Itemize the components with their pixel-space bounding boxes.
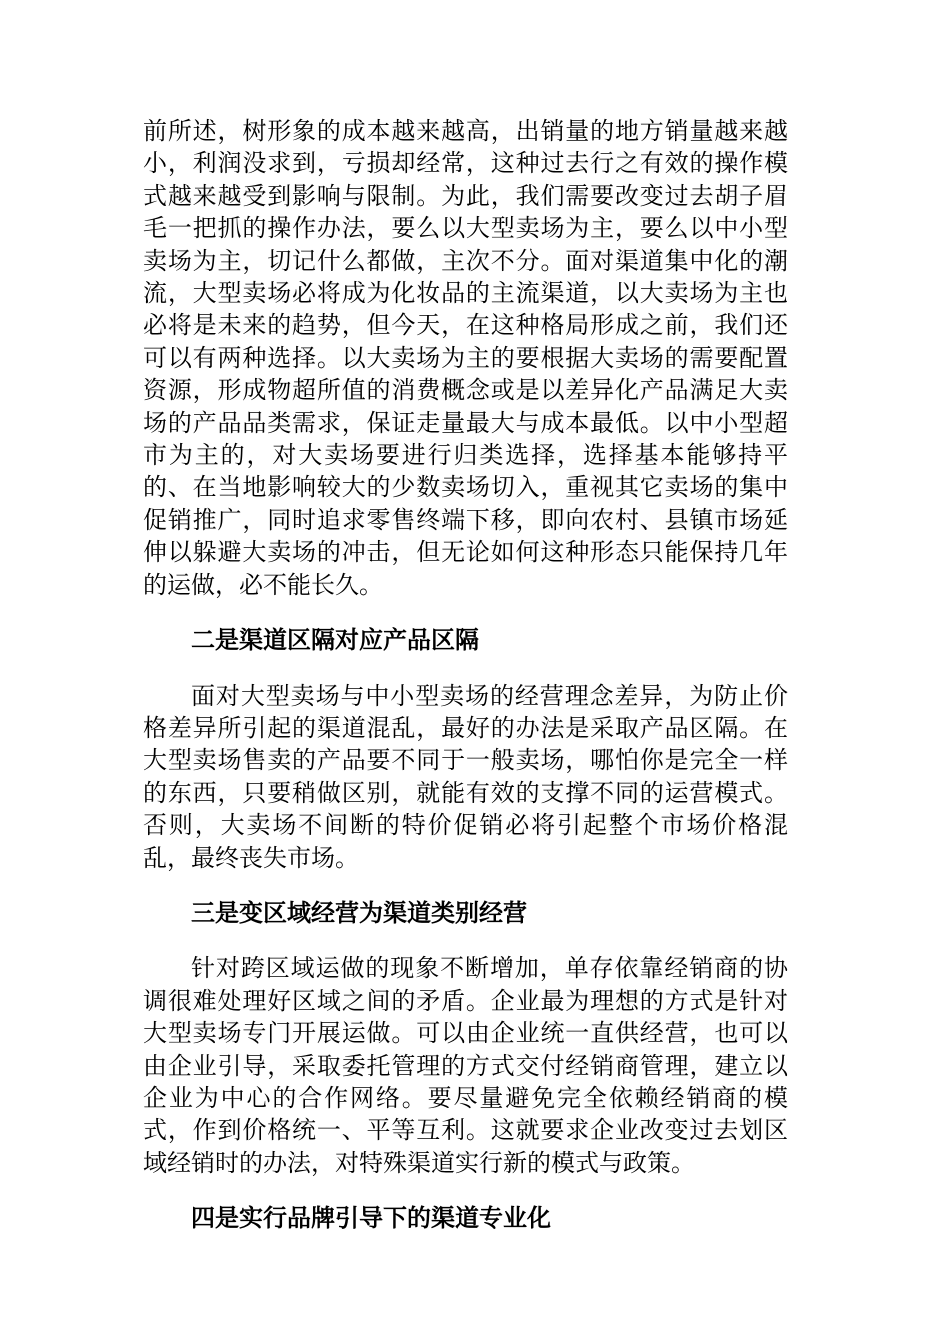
section-heading: 四是实行品牌引导下的渠道专业化 <box>191 1203 551 1233</box>
section-heading: 二是渠道区隔对应产品区隔 <box>191 625 479 655</box>
document-page <box>143 115 788 1258</box>
body-paragraph: 针对跨区域运做的现象不断增加，单存依靠经销商的协调很难处理好区域之间的矛盾。企业最为理想的方式是针对大型卖场专门开展运做。可以由企业统一直供经营，也可以由企业引导，采取委托管理的方式交付经销商管理，建立以企业为中心的合作网络。要尽量避免完全依赖经销商的模式，作到价格统一、平等互利。这就要求企业改变过去划区域经销时的办法，对特殊渠道实行新的模式与政策。 <box>143 954 788 1177</box>
body-paragraph: 前所述，树形象的成本越来越高，出销量的地方销量越来越小，利润没求到，亏损却经常，这种过去行之有效的操作模式越来越受到影响与限制。为此，我们需要改变过去胡子眉毛一把抓的操作办法，要么以大型卖场为主，要么以中小型卖场为主，切记什么都做，主次不分。面对渠道集中化的潮流，大型卖场必将成为化妆品的主流渠道，以大卖场为主也必将是未来的趋势，但今天，在这种格局形成之前，我们还可以有两种选择。以大卖场为主的要根据大卖场的需要配置资源，形成物超所值的消费概念或是以差异化产品满足大卖场的产品品类需求，保证走量最大与成本最低。以中小型超市为主的，对大卖场要进行归类选择，选择基本能够持平的、在当地影响较大的少数卖场切入，重视其它卖场的集中促销推广，同时追求零售终端下移，即向农村、县镇市场延伸以躲避大卖场的冲击，但无论如何这种形态只能保持几年的运做，必不能长久。 <box>143 117 788 599</box>
body-paragraph: 面对大型卖场与中小型卖场的经营理念差异，为防止价格差异所引起的渠道混乱，最好的办法是采取产品区隔。在大型卖场售卖的产品要不同于一般卖场，哪怕你是完全一样的东西，只要稍做区别，就能有效的支撑不同的运营模式。否则，大卖场不间断的特价促销必将引起整个市场价格混乱，最终丧失市场。 <box>143 681 788 872</box>
section-heading: 三是变区域经营为渠道类别经营 <box>191 897 527 927</box>
